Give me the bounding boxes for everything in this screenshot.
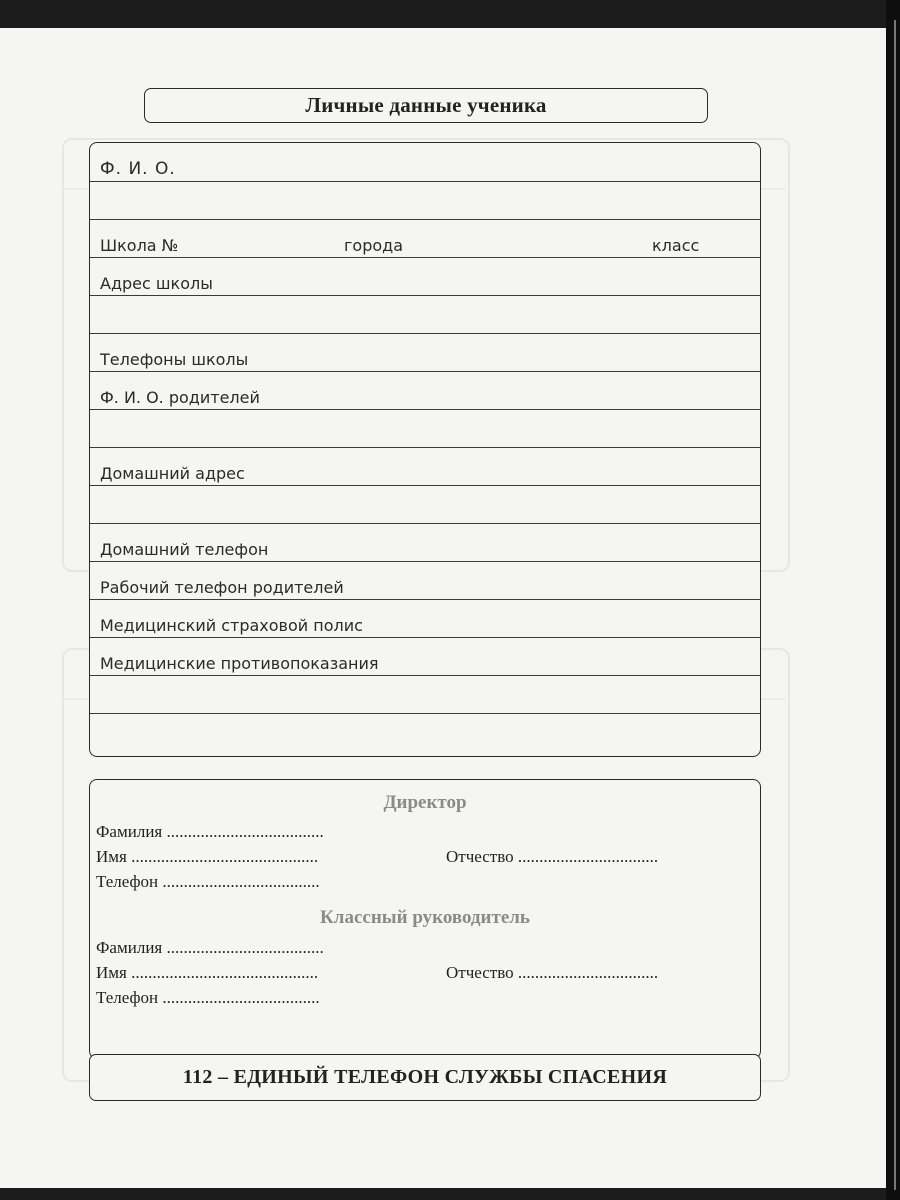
student-personal-data-form: [89, 142, 761, 757]
school-phones-row[interactable]: [90, 333, 760, 372]
home-address-row[interactable]: [90, 447, 760, 486]
contacts-box: [89, 779, 761, 1059]
director-heading: Директор: [383, 792, 467, 813]
class-teacher-surname-field[interactable]: Фамилия .....................................: [96, 938, 324, 957]
blank-line[interactable]: [90, 485, 760, 524]
class-teacher-name-field[interactable]: Имя ............................................: [96, 963, 319, 982]
medical-contraindications-row[interactable]: [90, 637, 760, 676]
parents-work-phone-label: Рабочий телефон родителей: [100, 578, 344, 597]
blank-line[interactable]: [90, 181, 760, 220]
director-name-field[interactable]: Имя ............................................: [96, 847, 319, 866]
medical-policy-row[interactable]: [90, 599, 760, 638]
cover-edge: [886, 0, 900, 1200]
school-row[interactable]: [90, 219, 760, 258]
school-address-row[interactable]: [90, 257, 760, 296]
school-address-label: Адрес школы: [100, 274, 213, 293]
school-number-label: Школа №: [100, 236, 179, 255]
home-phone-label: Домашний телефон: [100, 540, 269, 559]
fio-label: Ф. И. О.: [100, 159, 176, 179]
medical-contraindications-label: Медицинские противопоказания: [100, 654, 379, 673]
blank-line[interactable]: [90, 713, 760, 751]
class-teacher-patronymic-field[interactable]: Отчество .................................: [446, 963, 659, 982]
fio-row[interactable]: [90, 143, 760, 182]
school-phones-label: Телефоны школы: [100, 350, 249, 369]
home-address-label: Домашний адрес: [100, 464, 245, 483]
class-label: класс: [652, 236, 700, 255]
blank-line[interactable]: [90, 409, 760, 448]
city-label: города: [344, 236, 404, 255]
diary-page: [0, 28, 890, 1188]
director-surname-field[interactable]: Фамилия .....................................: [96, 822, 324, 841]
parents-work-phone-row[interactable]: [90, 561, 760, 600]
parents-fio-row[interactable]: [90, 371, 760, 410]
blank-line[interactable]: [90, 295, 760, 334]
page-title: Личные данные ученика: [144, 88, 708, 123]
class-teacher-phone-field[interactable]: Телефон .....................................: [96, 988, 320, 1007]
class-teacher-heading: Классный руководитель: [320, 907, 530, 928]
emergency-phone-banner: 112 – ЕДИНЫЙ ТЕЛЕФОН СЛУЖБЫ СПАСЕНИЯ: [89, 1054, 761, 1101]
parents-fio-label: Ф. И. О. родителей: [100, 388, 260, 407]
blank-line[interactable]: [90, 675, 760, 714]
director-patronymic-field[interactable]: Отчество .................................: [446, 847, 659, 866]
medical-policy-label: Медицинский страховой полис: [100, 616, 363, 635]
cover-edge-highlight: [894, 20, 896, 1190]
director-phone-field[interactable]: Телефон .....................................: [96, 872, 320, 891]
home-phone-row[interactable]: [90, 523, 760, 562]
